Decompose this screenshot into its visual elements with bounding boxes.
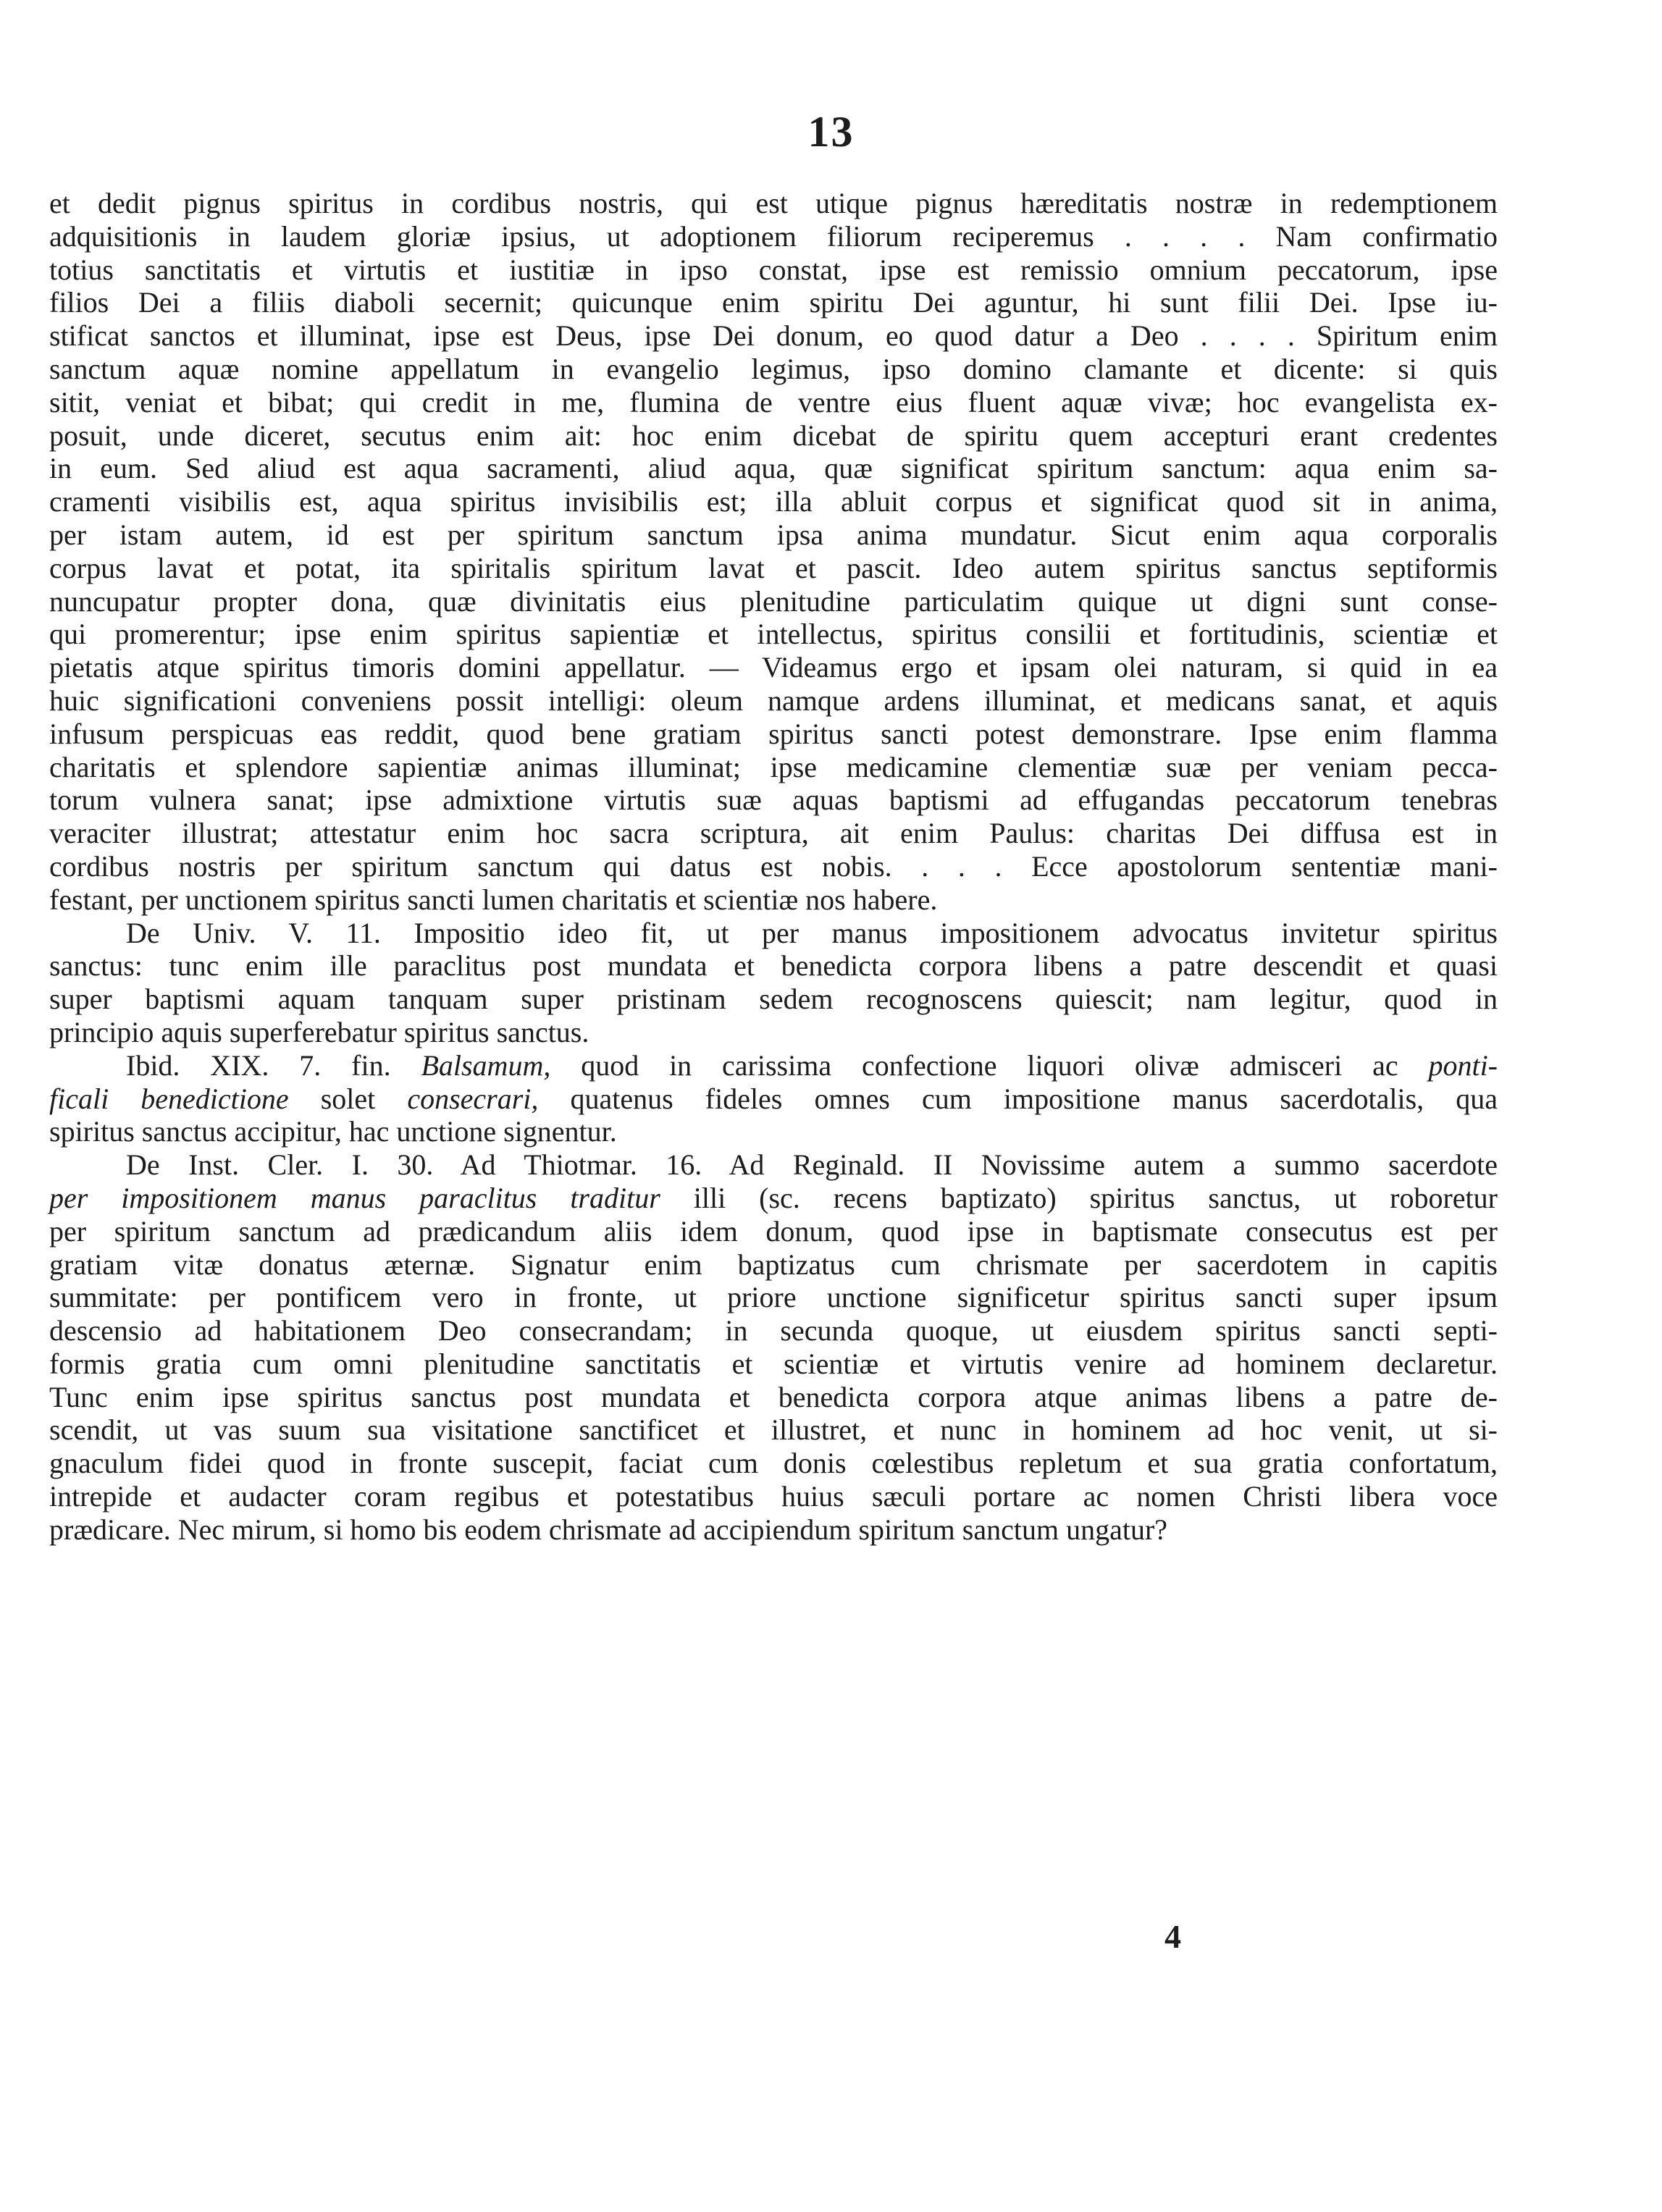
text-line: corpus lavat et potat, ita spiritalis spiritum lavat et pascit. Ideo autem spiritus sanctus septiformis (49, 551, 1498, 584)
text-segment: quatenus fideles omnes cum impositione manus sacerdotalis, qua (538, 1082, 1498, 1115)
text-line: pietatis atque spiritus timoris domini appellatur. — Videamus ergo et ipsam olei naturam, si quid in ea (49, 651, 1498, 684)
text-line: posuit, unde diceret, secutus enim ait: hoc enim dicebat de spiritu quem accepturi erant credentes (49, 419, 1498, 452)
text-segment: illi (sc. recens baptizato) spiritus sanctus, ut roboretur (660, 1181, 1498, 1214)
text-line: huic significationi conveniens possit intelligi: oleum namque ardens illuminat, et medicans sanat, et aquis (49, 684, 1498, 717)
text-segment: solet (288, 1082, 408, 1115)
text-line: festant, per unctionem spiritus sancti lumen charitatis et scientiæ nos habere. (49, 883, 938, 916)
text-line: prædicare. Nec mirum, si homo bis eodem chrismate ad accipiendum spiritum sanctum ungatur? (49, 1513, 1168, 1546)
text-line: De Inst. Cler. I. 30. Ad Thiotmar. 16. Ad Reginald. II Novissime autem a summo sacerdote (126, 1148, 1498, 1182)
text-line: veraciter illustrat; attestatur enim hoc sacra scriptura, ait enim Paulus: charitas Dei diffusa est in (49, 817, 1498, 850)
text-line: super baptismi aquam tanquam super pristinam sedem recognoscens quiescit; nam legitur, quod in (49, 983, 1498, 1016)
text-line: stificat sanctos et illuminat, ipse est Deus, ipse Dei donum, eo quod datur a Deo . . . . Spiritum enim (49, 319, 1498, 353)
text-line (49, 1182, 1498, 1215)
body-text (49, 187, 1498, 1547)
text-line: et dedit pignus spiritus in cordibus nostris, qui est utique pignus hæreditatis nostræ in redemptionem (49, 187, 1498, 219)
text-line: per spiritum sanctum ad prædicandum aliis idem donum, quod ipse in baptismate consecutus est per (49, 1214, 1498, 1248)
text-line: infusum perspicuas eas reddit, quod bene gratiam spiritus sancti potest demonstrare. Ipse enim flamma (49, 717, 1498, 750)
text-segment: quod in carissima confectione liquori olivæ admisceri ac (550, 1048, 1429, 1082)
text-line: adquisitionis in laudem gloriæ ipsius, ut adoptionem filiorum reciperemus . . . . Nam confirmatio (49, 219, 1498, 253)
text-line: totius sanctitatis et virtutis et iustitiæ in ipso constat, ipse est remissio omnium peccatorum, ipse (49, 253, 1498, 286)
text-line: principio aquis superferebatur spiritus sanctus. (49, 1015, 589, 1048)
text-line: in eum. Sed aliud est aqua sacramenti, aliud aqua, quæ significat spiritum sanctum: aqua enim sa- (49, 452, 1498, 485)
italic-segment: consecrari, (407, 1082, 539, 1115)
text-line: per istam autem, id est per spiritum sanctum ipsa anima mundatur. Sicut enim aqua corporalis (49, 518, 1498, 551)
text-line: summitate: per pontificem vero in fronte, ut priore unctione significetur spiritus sancti super ipsum (49, 1281, 1498, 1314)
text-line: De Univ. V. 11. Impositio ideo fit, ut per manus impositionem advocatus invitetur spiritus (126, 916, 1498, 949)
text-line (49, 1082, 1498, 1116)
text-line: intrepide et audacter coram regibus et potestatibus huius sæculi portare ac nomen Christi libera voce (49, 1480, 1498, 1513)
italic-segment: per impositionem manus paraclitus traditur (49, 1181, 660, 1214)
text-line: torum vulnera sanat; ipse admixtione virtutis suæ aquas baptismi ad effugandas peccatorum tenebras (49, 783, 1498, 817)
text-segment: Ibid. XIX. 7. fin. (126, 1048, 421, 1082)
text-line: gratiam vitæ donatus æternæ. Signatur enim baptizatus cum chrismate per sacerdotem in capitis (49, 1248, 1498, 1281)
text-line: cramenti visibilis est, aqua spiritus invisibilis est; illa abluit corpus et significat quod sit in anima, (49, 485, 1498, 518)
text-line: sitit, veniat et bibat; qui credit in me, flumina de ventre eius fluent aquæ vivæ; hoc evangelista ex- (49, 385, 1498, 419)
text-line: sanctus: tunc enim ille paraclitus post mundata et benedicta corpora libens a patre descendit et quasi (49, 949, 1498, 983)
text-line: nuncupatur propter dona, quæ divinitatis eius plenitudine particulatim quique ut digni sunt conse- (49, 584, 1498, 618)
italic-segment: ficali benedictione (49, 1082, 289, 1115)
text-line: scendit, ut vas suum sua visitatione sanctificet et illustret, et nunc in hominem ad hoc venit, ut si- (49, 1413, 1498, 1447)
italic-segment: Balsamum, (421, 1048, 551, 1082)
text-line: descensio ad habitationem Deo consecrandam; in secunda quoque, ut eiusdem spiritus sancti septi- (49, 1314, 1498, 1347)
text-line: cordibus nostris per spiritum sanctum qui datus est nobis. . . . Ecce apostolorum sententiæ mani- (49, 849, 1498, 883)
text-line: spiritus sanctus accipitur, hac unctione signentur. (49, 1115, 617, 1148)
signature-mark: 4 (1164, 1918, 1181, 1955)
text-line (49, 1049, 1498, 1082)
italic-segment: ponti- (1428, 1048, 1498, 1082)
page-number: 13 (807, 108, 855, 156)
text-line: charitatis et splendore sapientiæ animas illuminat; ipse medicamine clementiæ suæ per veniam pecca- (49, 750, 1498, 783)
text-line: formis gratia cum omni plenitudine sanctitatis et scientiæ et virtutis venire ad hominem declaretur. (49, 1347, 1498, 1380)
text-line: gnaculum fidei quod in fronte suscepit, faciat cum donis cœlestibus repletum et sua gratia confortatum, (49, 1447, 1498, 1480)
text-line: qui promerentur; ipse enim spiritus sapientiæ et intellectus, spiritus consilii et fortitudinis, scientiæ et (49, 618, 1498, 651)
text-line: filios Dei a filiis diaboli secernit; quicunque enim spiritu Dei aguntur, hi sunt filii Dei. Ipse iu- (49, 286, 1498, 319)
text-line: sanctum aquæ nomine appellatum in evangelio legimus, ipso domino clamante et dicente: si quis (49, 352, 1498, 385)
text-line: Tunc enim ipse spiritus sanctus post mundata et benedicta corpora atque animas libens a patre de- (49, 1380, 1498, 1413)
